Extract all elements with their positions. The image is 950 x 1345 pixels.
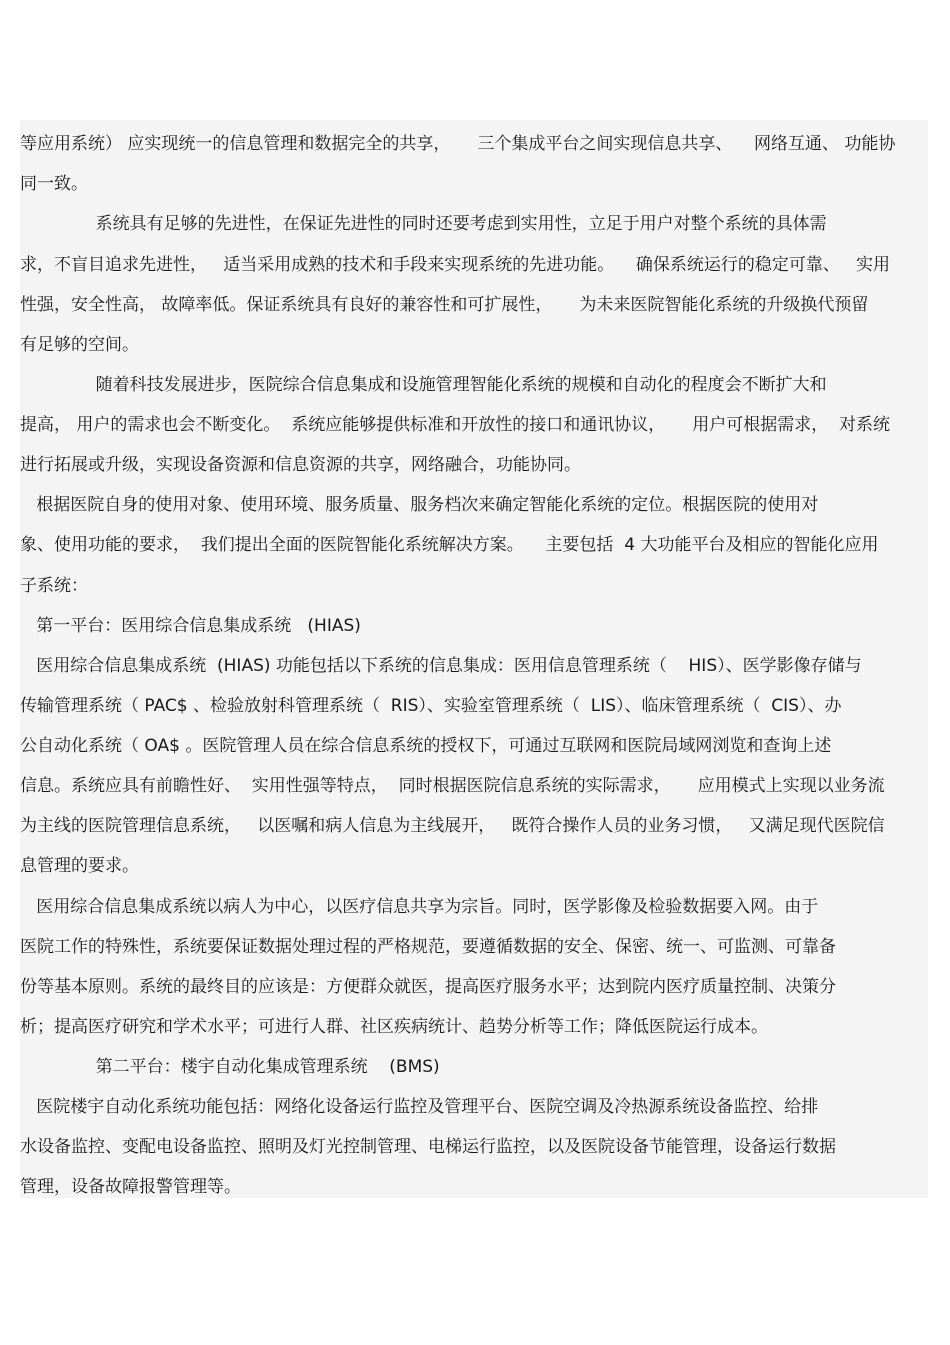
text-line: 根据医院自身的使用对象、使用环境、服务质量、服务档次来确定智能化系统的定位。根据医院的使用对: [20, 495, 819, 515]
text-line: 象、使用功能的要求， 我们提出全面的医院智能化系统解决方案。 主要包括 4 大功能平台及相应的智能化应用: [20, 535, 879, 555]
text-line: 息管理的要求。: [20, 856, 139, 876]
text-line: 传输管理系统（ PAC$ 、检验放射科管理系统（ RIS）、实验室管理系统（ LIS）、临床管理系统（ CIS）、办: [20, 696, 842, 716]
text-line: 同一致。: [20, 174, 88, 194]
heading-platform-1: 第一平台：医用综合信息集成系统 (HIAS): [20, 616, 361, 636]
text-line: 等应用系统） 应实现统一的信息管理和数据完全的共享， 三个集成平台之间实现信息共享、 网络互通、 功能协: [20, 134, 896, 154]
text-line: 性强，安全性高， 故障率低。保证系统具有良好的兼容性和可扩展性， 为未来医院智能化系统的升级换代预留: [20, 295, 869, 315]
text-line: 子系统：: [20, 576, 88, 596]
text-line: 为主线的医院管理信息系统， 以医嘱和病人信息为主线展开， 既符合操作人员的业务习惯， 又满足现代医院信: [20, 816, 885, 836]
text-line: 公自动化系统（ OA$ 。医院管理人员在综合信息系统的授权下，可通过互联网和医院局域网浏览和查询上述: [20, 736, 832, 756]
text-line: 医用综合信息集成系统 (HIAS) 功能包括以下系统的信息集成：医用信息管理系统（ HIS）、医学影像存储与: [20, 656, 862, 676]
text-line: 提高， 用户的需求也会不断变化。 系统应能够提供标准和开放性的接口和通讯协议， 用户可根据需求， 对系统: [20, 415, 891, 435]
text-line: 析；提高医疗研究和学术水平；可进行人群、社区疾病统计、趋势分析等工作；降低医院运行成本。: [20, 1017, 768, 1037]
text-line: 医院工作的特殊性，系统要保证数据处理过程的严格规范，要遵循数据的安全、保密、统一、可监测、可靠备: [20, 937, 836, 957]
text-line: 有足够的空间。: [20, 335, 139, 355]
text-line: 医院楼宇自动化系统功能包括：网络化设备运行监控及管理平台、医院空调及冷热源系统设备监控、给排: [20, 1097, 819, 1117]
document-body: [20, 120, 928, 1198]
text-line: 随着科技发展进步，医院综合信息集成和设施管理智能化系统的规模和自动化的程度会不断扩大和: [20, 375, 827, 395]
text-line: 系统具有足够的先进性，在保证先进性的同时还要考虑到实用性，立足于用户对整个系统的具体需: [20, 214, 827, 234]
text-line: 信息。系统应具有前瞻性好、 实用性强等特点， 同时根据医院信息系统的实际需求， 应用模式上实现以业务流: [20, 776, 885, 796]
text-line: 水设备监控、变配电设备监控、照明及灯光控制管理、电梯运行监控，以及医院设备节能管理，设备运行数据: [20, 1137, 836, 1157]
text-line: 进行拓展或升级，实现设备资源和信息资源的共享，网络融合，功能协同。: [20, 455, 581, 475]
heading-platform-2: 第二平台：楼宇自动化集成管理系统 (BMS): [20, 1057, 440, 1077]
text-line: 求，不盲目追求先进性， 适当采用成熟的技术和手段来实现系统的先进功能。 确保系统运行的稳定可靠、 实用: [20, 255, 891, 275]
text-line: 医用综合信息集成系统以病人为中心，以医疗信息共享为宗旨。同时，医学影像及检验数据要入网。由于: [20, 897, 819, 917]
text-line: 管理，设备故障报警管理等。: [20, 1177, 241, 1197]
text-line: 份等基本原则。系统的最终目的应该是：方便群众就医，提高医疗服务水平；达到院内医疗质量控制、决策分: [20, 977, 836, 997]
